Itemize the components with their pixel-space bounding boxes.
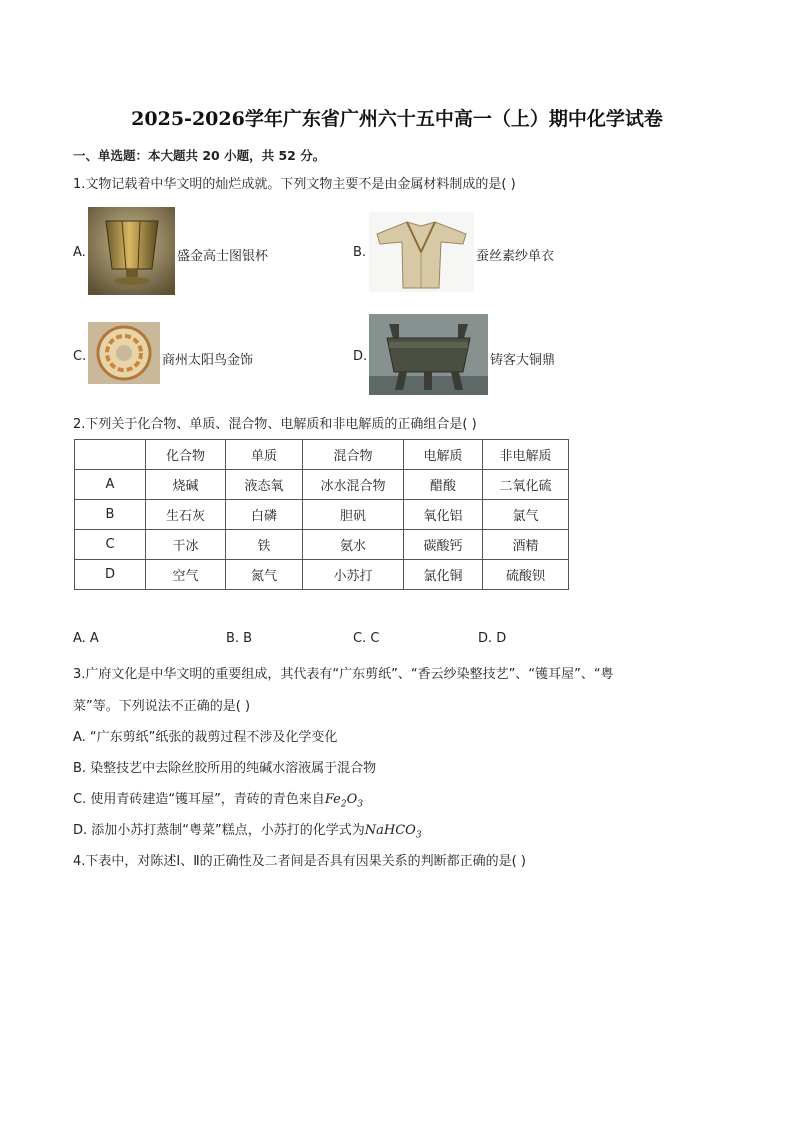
table-header-cell: 化合物 — [146, 440, 226, 470]
question-3-stem-line2: 菜”等。下列说法不正确的是( ) — [73, 699, 251, 714]
q3-option-a: A. “广东剪纸”纸张的裁剪过程不涉及化学变化 — [73, 730, 338, 745]
table-header-cell: 单质 — [226, 440, 303, 470]
q2-answer-d: D. D — [478, 631, 507, 646]
table-cell: 醋酸 — [404, 470, 483, 500]
q1-option-d-letter: D. — [353, 349, 368, 364]
table-cell: 液态氧 — [226, 470, 303, 500]
q2-answer-c: C. C — [353, 631, 380, 646]
table-cell: D — [75, 560, 146, 590]
table-cell: 冰水混合物 — [303, 470, 404, 500]
silver-cup-image — [88, 207, 175, 295]
table-cell: 铁 — [226, 530, 303, 560]
q1-option-c-letter: C. — [73, 349, 87, 364]
table-cell: 硫酸钡 — [483, 560, 569, 590]
question-2-stem: 2.下列关于化合物、单质、混合物、电解质和非电解质的正确组合是( ) — [73, 417, 477, 432]
table-cell: A — [75, 470, 146, 500]
q1-option-b-letter: B. — [353, 245, 367, 260]
q3-option-c — [73, 788, 363, 810]
gold-sunbird-image — [88, 322, 160, 384]
q1-option-c-text: 商州太阳鸟金饰 — [162, 353, 254, 368]
table-cell: 酒精 — [483, 530, 569, 560]
table-row — [75, 530, 569, 560]
q1-option-d-text: 铸客大铜鼎 — [490, 353, 556, 368]
q2-answer-b: B. B — [226, 631, 253, 646]
table-cell: 烧碱 — [146, 470, 226, 500]
table-cell: 小苏打 — [303, 560, 404, 590]
table-cell: 二氧化硫 — [483, 470, 569, 500]
bronze-ding-image — [369, 314, 488, 395]
q2-answer-a: A. A — [73, 631, 99, 646]
table-header-row — [75, 440, 569, 470]
table-cell: 碳酸钙 — [404, 530, 483, 560]
table-row — [75, 560, 569, 590]
q1-option-a-letter: A. — [73, 245, 86, 260]
table-cell: 氮气 — [226, 560, 303, 590]
table-row — [75, 500, 569, 530]
question-1-stem: 1.文物记载着中华文明的灿烂成就。下列文物主要不是由金属材料制成的是( ) — [73, 177, 516, 192]
table-cell: B — [75, 500, 146, 530]
table-cell: 胆矾 — [303, 500, 404, 530]
table-cell: 氯气 — [483, 500, 569, 530]
q3-option-c-text: C. 使用青砖建造“镬耳屋”，青砖的青色来自 — [73, 792, 325, 807]
question-3-stem-line1: 3.广府文化是中华文明的重要组成，其代表有“广东剪纸”、“香云纱染整技艺”、“镬耳屋”、“粤 — [73, 667, 614, 682]
section-heading: 一、单选题：本大题共 20 小题，共 52 分。 — [73, 148, 326, 163]
silk-robe-image — [369, 212, 474, 292]
table-cell: 干冰 — [146, 530, 226, 560]
q1-option-b-text: 蚕丝素纱单衣 — [476, 249, 555, 264]
table-cell: 氯化铜 — [404, 560, 483, 590]
table-cell: C — [75, 530, 146, 560]
page-title: 2025-2026学年广东省广州六十五中高一（上）期中化学试卷 — [131, 108, 663, 130]
table-cell: 氨水 — [303, 530, 404, 560]
table-cell: 空气 — [146, 560, 226, 590]
q3-option-d-text: D. 添加小苏打蒸制“粤菜”糕点，小苏打的化学式为 — [73, 823, 365, 838]
table-header-cell — [75, 440, 146, 470]
table-cell: 生石灰 — [146, 500, 226, 530]
q3-option-b: B. 染整技艺中去除丝胶所用的纯碱水溶液属于混合物 — [73, 761, 377, 776]
table-cell: 白磷 — [226, 500, 303, 530]
q1-option-a-text: 盛金高士图银杯 — [177, 249, 269, 264]
table-header-cell: 电解质 — [404, 440, 483, 470]
table-row — [75, 470, 569, 500]
question-4-stem: 4.下表中，对陈述Ⅰ、Ⅱ的正确性及二者间是否具有因果关系的判断都正确的是( ) — [73, 854, 526, 869]
nahco3-formula: NaHCO$_3$ — [364, 823, 422, 841]
table-header-cell: 混合物 — [303, 440, 404, 470]
table-header-cell: 非电解质 — [483, 440, 569, 470]
table-cell: 氧化铝 — [404, 500, 483, 530]
q3-option-d — [73, 819, 422, 841]
q2-table — [74, 439, 569, 590]
fe2o3-formula: $Fe_2O_3$ — [324, 792, 363, 810]
